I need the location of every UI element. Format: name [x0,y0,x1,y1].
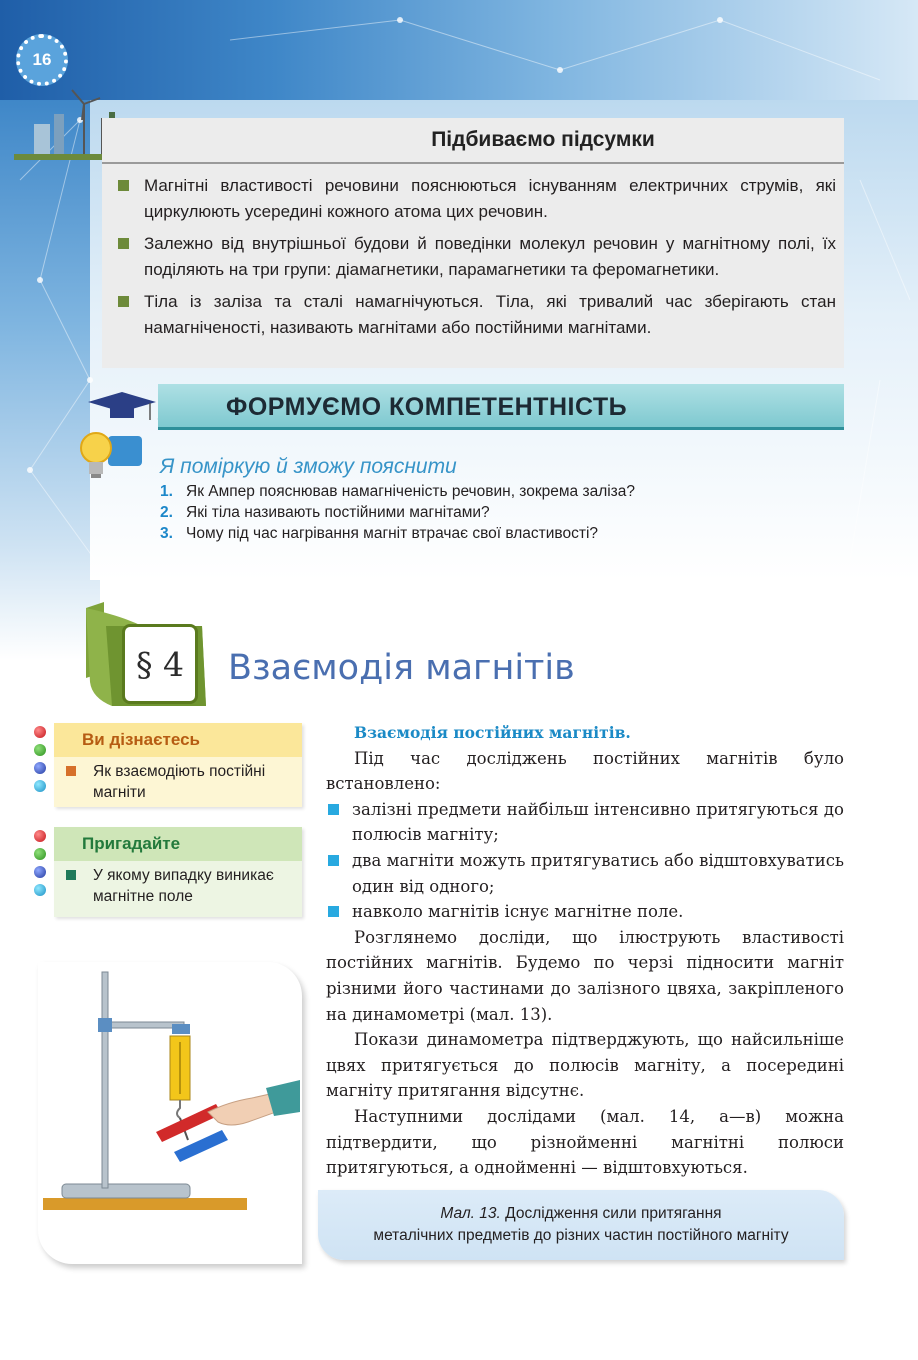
summary-item: Залежно від внутрішньої будови й поведінки молекул речовин у магнітному полі, їх поділяють на три групи: діамагнетики, парамагнетики та феромагнетики. [118,231,836,283]
main-paragraph: Розглянемо досліди, що ілюструють властивості постійних магнітів. Будемо по черзі підносити магніт різними його частинами до залізного цвяха, закріпленого на динамометрі (мал. 13). [326,927,844,1024]
page-number: 16 [32,50,52,69]
decor-dots [34,830,48,902]
recall-title: Пригадайте [54,827,302,861]
question-item: 1. Як Ампер пояснював намагніченість речовин, зокрема заліза? [160,483,636,500]
main-intro: Під час досліджень постійних магнітів було встановлено: [326,748,844,794]
question-item: 3. Чому під час нагрівання магніт втрачає свої властивості? [160,525,599,542]
question-item: 2. Які тіла називають постійними магнітами? [160,504,490,521]
dynamometer-experiment-illustration [38,962,302,1264]
summary-item: Тіла із заліза та сталі намагнічуються. Тіла, які тривалий час зберігають стан намагніченості, називають магнітами або постійними магнітами. [118,289,836,341]
figure-caption [318,1190,844,1260]
competence-title: ФОРМУЄМО КОМПЕТЕНТНІСТЬ [226,393,628,421]
page-number-badge [16,34,68,86]
section-title: Взаємодія магнітів [228,648,575,688]
decor-dots [34,726,48,798]
summary-list [118,173,836,347]
main-text [326,720,844,1181]
main-bullet-list [326,797,844,925]
main-bullet: залізні предмети найбільш інтенсивно притягуються до полюсів магніту; [326,797,844,848]
summary-title: Підбиваємо підсумки [102,118,844,164]
caption-line-2: металічних предметів до різних частин постійного магніту [373,1227,789,1244]
learn-title: Ви дізнаєтесь [54,723,302,757]
main-paragraph: Наступними дослідами (мал. 14, а—в) можна підтвердити, що різнойменні магнітні полюси притягуються, а однойменні — відштовхуються. [326,1106,844,1178]
recall-item: У якому випадку виникає магнітне поле [66,865,296,907]
lightbulb-icon [78,428,142,490]
main-paragraph: Покази динамометра підтверджують, що найсильніше цвях притягується до полюсів магніту, а посередині магніту притягання відсутнє. [326,1030,844,1101]
main-bullet: два магніти можуть притягуватись або відштовхуватись один від одного; [326,848,844,899]
summary-item: Магнітні властивості речовини пояснюються існуванням електричних струмів, які циркулюють усередині кожного атома цих речовин. [118,173,836,225]
section-number: § 4 [122,624,198,704]
competence-subtitle: Я поміркую й зможу пояснити [160,455,457,478]
question-list [160,481,635,544]
main-bullet: навколо магнітів існує магнітне поле. [326,899,844,925]
learn-item: Як взаємодіють постійні магніти [66,761,296,803]
figure-label: Мал. 13. [440,1205,501,1222]
caption-line-1: Дослідження сили притягання [505,1205,722,1222]
main-subheading: Взаємодія постійних магнітів. [354,723,631,742]
